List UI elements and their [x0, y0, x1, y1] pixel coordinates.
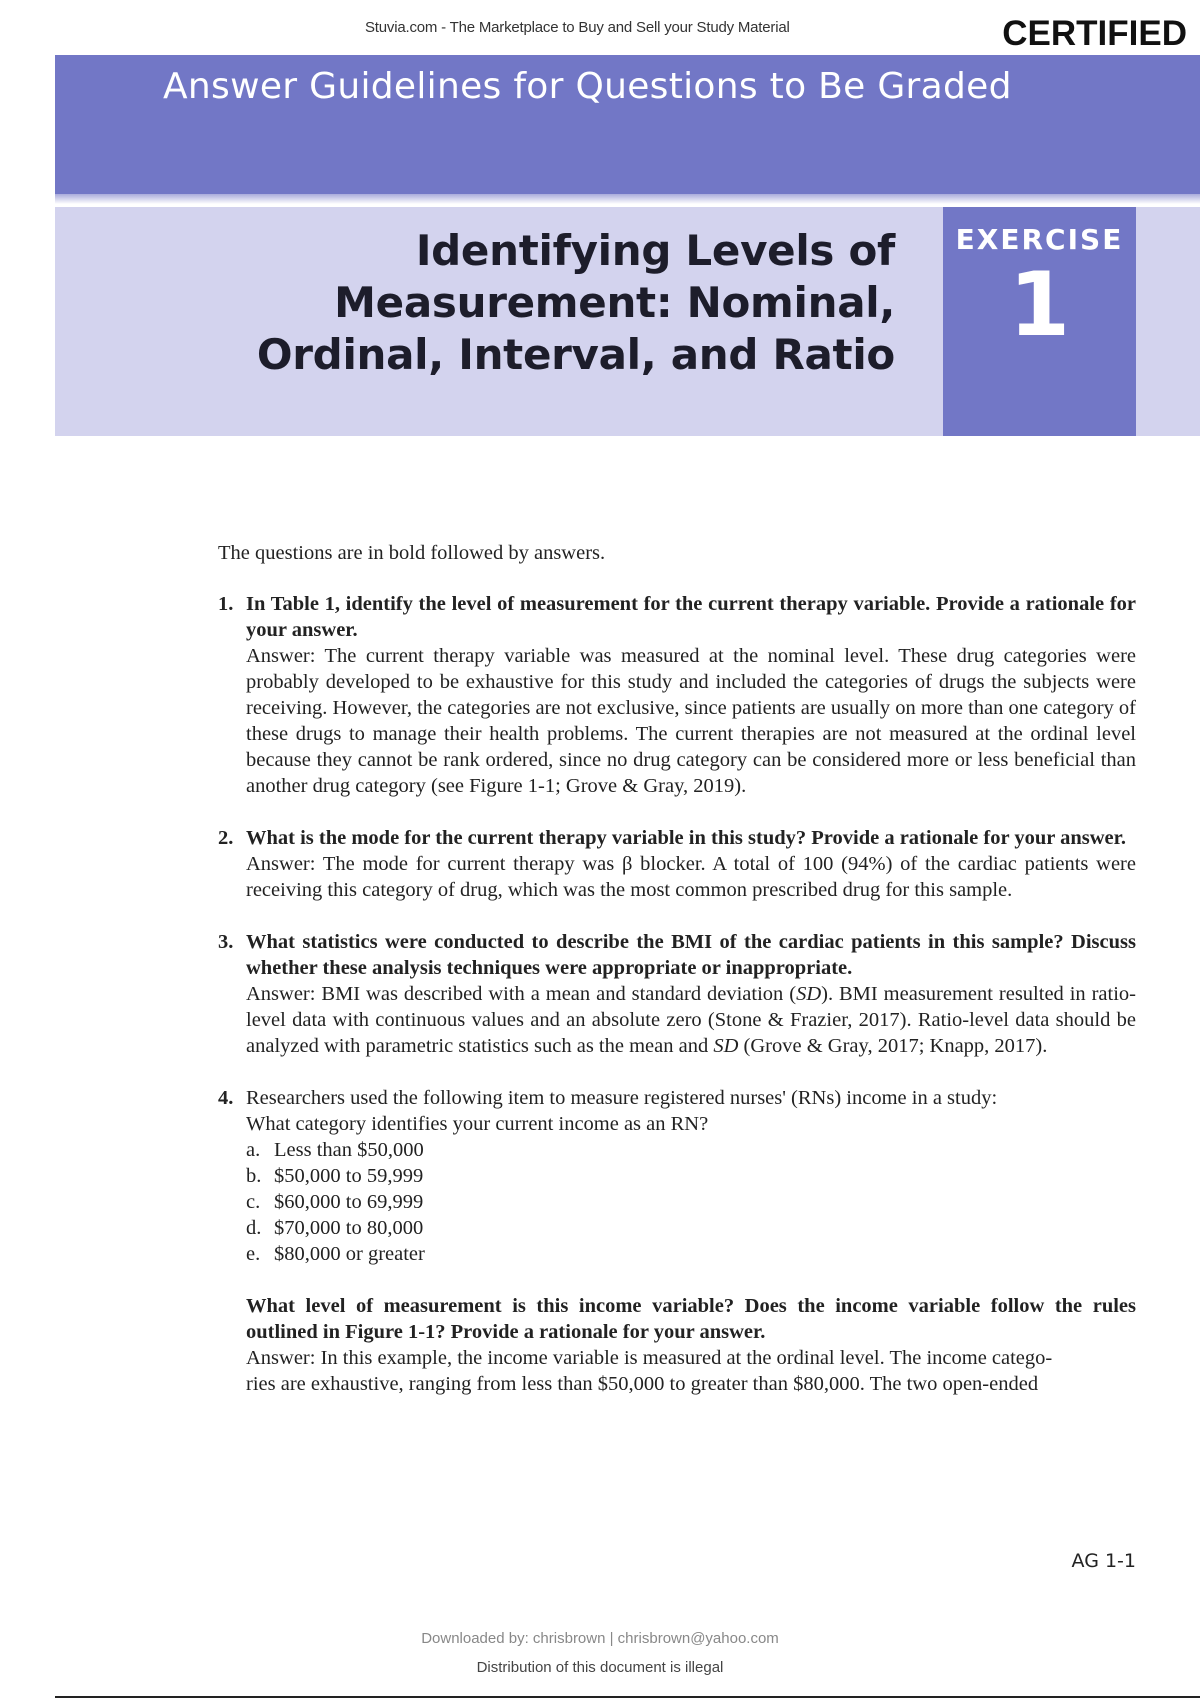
option-letter: a. — [246, 1139, 261, 1161]
option-letter: d. — [246, 1217, 262, 1239]
option-letter: b. — [246, 1165, 262, 1187]
exercise-label: EXERCISE — [955, 223, 1124, 256]
question-3 — [218, 929, 1136, 1059]
intro-text: The questions are in bold followed by answers. — [218, 542, 606, 564]
exercise-box — [943, 207, 1136, 436]
question-text: What is the mode for the current therapy variable in this study? Provide a rationale for your answer. — [246, 827, 1126, 849]
answer-segment: Answer: BMI was described with a mean and standard deviation ( — [246, 983, 797, 1005]
option-text: $50,000 to 59,999 — [274, 1165, 424, 1187]
exercise-title — [180, 225, 895, 381]
top-banner — [0, 14, 1200, 53]
answer-line: ries are exhaustive, ranging from less than $50,000 to greater than $80,000. The two open-ended — [246, 1373, 1039, 1395]
option-item — [246, 1163, 1136, 1189]
question-4-intro — [246, 1085, 1136, 1137]
footer-rule — [55, 1696, 1200, 1698]
header-shadow — [55, 194, 1200, 204]
income-options — [246, 1137, 1136, 1267]
site-tagline: Stuvia.com - The Marketplace to Buy and Sell your Study Material — [365, 19, 790, 36]
question-2 — [218, 825, 1136, 903]
document-body — [218, 540, 1136, 1423]
option-item — [246, 1189, 1136, 1215]
question-text: What level of measurement is this income variable? Does the income variable follow the rules outlined in Figure 1-1? Provide a rationale for your answer. — [246, 1295, 1136, 1343]
answer-text: Answer: The mode for current therapy was β blocker. A total of 100 (94%) of the cardiac patients were receiving this category of drug, which was the most common prescribed drug for this sample. — [246, 853, 1136, 901]
option-item — [246, 1241, 1136, 1267]
option-item — [246, 1137, 1136, 1163]
option-text: $80,000 or greater — [274, 1243, 425, 1265]
question-text: In Table 1, identify the level of measurement for the current therapy variable. Provide a rationale for your answer. — [246, 593, 1136, 641]
question-number: 1. — [218, 593, 234, 615]
option-text: Less than $50,000 — [274, 1139, 424, 1161]
exercise-title-line: Identifying Levels of — [415, 226, 895, 275]
download-watermark: Downloaded by: chrisbrown | chrisbrown@yahoo.com — [421, 1630, 779, 1647]
option-item — [246, 1215, 1136, 1241]
question-4-subquestion — [246, 1293, 1136, 1397]
answer-segment: (Grove & Gray, 2017; Knapp, 2017). — [738, 1035, 1048, 1057]
exercise-number: 1 — [1008, 253, 1071, 356]
exercise-title-line: Measurement: Nominal, — [334, 278, 895, 327]
answer-text — [246, 981, 1136, 1059]
answer-text — [246, 1345, 1136, 1397]
answer-line: Answer: In this example, the income variable is measured at the ordinal level. The income catego- — [246, 1347, 1053, 1369]
distribution-notice: Distribution of this document is illegal — [476, 1659, 724, 1676]
answer-text: Answer: The current therapy variable was measured at the nominal level. These drug categories were probably developed to be exhaustive for this study and included the categories of drugs the subjects were receiving. However, the categories are not exclusive, since patients are usually on more than one category of these drugs to manage their health problems. The current therapies are not measured at the ordinal level because they cannot be rank ordered, since no drug category can be considered more or less beneficial than another drug category (see Figure 1-1; Grove & Gray, 2019). — [246, 645, 1137, 797]
question-1 — [218, 591, 1136, 799]
option-letter: e. — [246, 1243, 261, 1265]
intro-line: What category identifies your current income as an RN? — [246, 1113, 709, 1135]
sd-abbrev: SD — [796, 983, 822, 1005]
exercise-title-line: Ordinal, Interval, and Ratio — [256, 330, 895, 379]
header-title: Answer Guidelines for Questions to Be Graded — [163, 66, 1012, 107]
page-number: AG 1-1 — [1071, 1550, 1136, 1572]
question-text: What statistics were conducted to describe the BMI of the cardiac patients in this sample? Discuss whether these analysis techniques were appropriate or inappropriate. — [246, 931, 1136, 979]
intro-line: Researchers used the following item to measure registered nurses' (RNs) income in a study: — [246, 1087, 998, 1109]
answer-segment: ). BMI measurement resulted in ratio-level data with continuous values and an absolute zero (Stone & Frazier, 2017). Ratio-level data should be analyzed with parametric statistics such as the mean and — [246, 983, 1136, 1057]
certified-badge: CERTIFIED — [1002, 14, 1187, 53]
option-text: $60,000 to 69,999 — [274, 1191, 424, 1213]
option-text: $70,000 to 80,000 — [274, 1217, 424, 1239]
question-number: 2. — [218, 827, 234, 849]
question-4 — [218, 1085, 1136, 1397]
question-number: 3. — [218, 931, 234, 953]
question-number: 4. — [218, 1087, 234, 1109]
sd-abbrev: SD — [713, 1035, 739, 1057]
option-letter: c. — [246, 1191, 261, 1213]
